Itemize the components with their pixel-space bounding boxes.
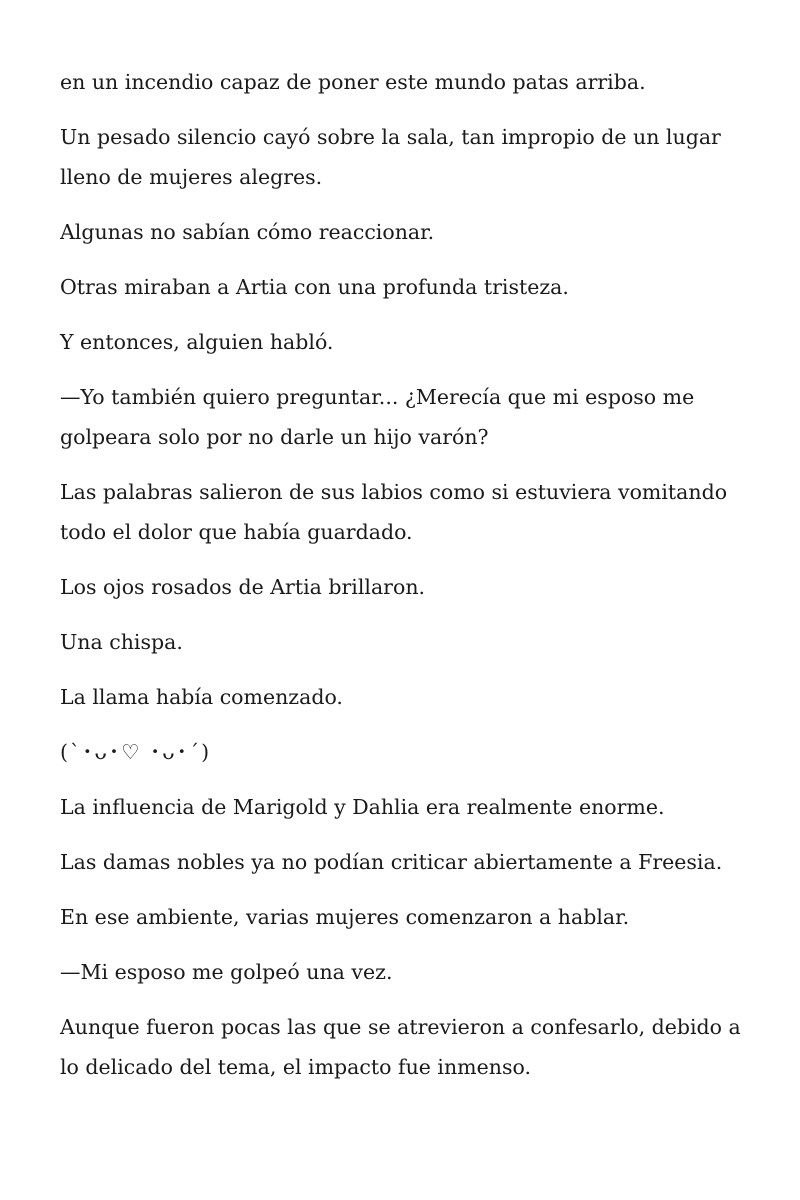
paragraph-5: Y entonces, alguien habló. xyxy=(60,330,334,354)
reading-page xyxy=(60,62,760,1102)
paragraph-8: Los ojos rosados de Artia brillaron. xyxy=(60,575,426,599)
paragraph-12: Las damas nobles ya no podían criticar abiertamente a Freesia. xyxy=(60,850,723,874)
paragraph-13: En ese ambiente, varias mujeres comenzaron a hablar. xyxy=(60,905,630,929)
paragraph-11: La influencia de Marigold y Dahlia era realmente enorme. xyxy=(60,795,665,819)
paragraph-7: Las palabras salieron de sus labios como si estuviera vomitando todo el dolor que había guardado. xyxy=(60,480,728,544)
paragraph-4: Otras miraban a Artia con una profunda tristeza. xyxy=(60,275,569,299)
paragraph-14: —Mi esposo me golpeó una vez. xyxy=(60,960,393,984)
paragraph-9: Una chispa. xyxy=(60,630,183,654)
paragraph-10: La llama había comenzado. xyxy=(60,685,343,709)
paragraph-15: Aunque fueron pocas las que se atrevieron a confesarlo, debido a lo delicado del tema, el impacto fue inmenso. xyxy=(60,1015,741,1079)
paragraph-2: Un pesado silencio cayó sobre la sala, tan impropio de un lugar lleno de mujeres alegres. xyxy=(60,125,721,189)
paragraph-1: en un incendio capaz de poner este mundo patas arriba. xyxy=(60,70,646,94)
scene-separator: (`･ᴗ･♡ ･ᴗ･´) xyxy=(60,740,212,764)
paragraph-6: —Yo también quiero preguntar... ¿Merecía que mi esposo me golpeara solo por no darle un hijo varón? xyxy=(60,385,695,449)
paragraph-3: Algunas no sabían cómo reaccionar. xyxy=(60,220,435,244)
